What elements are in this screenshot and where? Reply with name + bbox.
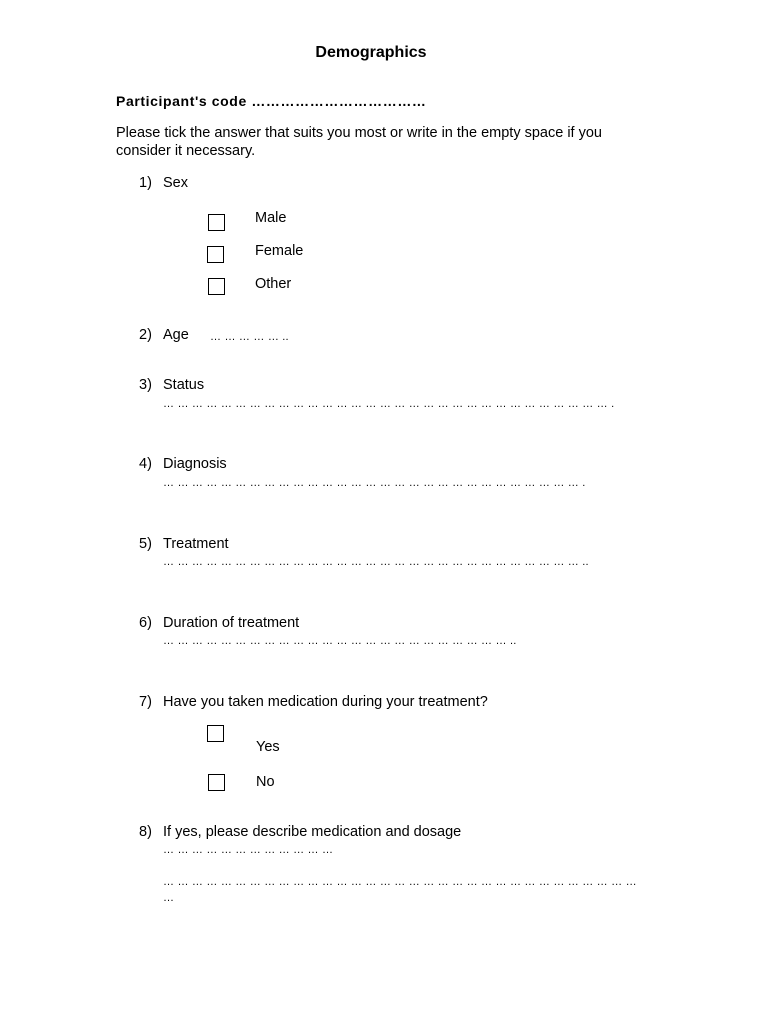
question-number: 3) xyxy=(139,377,152,393)
question-sex: Sex xyxy=(163,175,188,191)
diagnosis-answer-field[interactable]: … … … … … … … … … … … … … … … … … … … … … … … … … … … … … . xyxy=(163,477,586,489)
question-number: 2) xyxy=(139,327,152,343)
question-number: 4) xyxy=(139,456,152,472)
question-dosage: If yes, please describe medication and dosage xyxy=(163,824,462,840)
question-status: Status xyxy=(163,377,205,393)
option-no-label: No xyxy=(256,774,275,790)
question-number: 5) xyxy=(139,536,152,552)
question-diagnosis: Diagnosis xyxy=(163,456,227,472)
page-title: Demographics xyxy=(315,44,427,61)
option-female-label: Female xyxy=(255,243,304,259)
duration-answer-field[interactable]: … … … … … … … … … … … … … … … … … … … … … … … … .. xyxy=(163,635,517,647)
age-answer-field[interactable]: … … … … … .. xyxy=(210,331,289,343)
question-medication: Have you taken medication during your treatment? xyxy=(163,694,488,710)
question-number: 1) xyxy=(139,175,152,191)
question-age: Age xyxy=(163,327,189,343)
treatment-answer-field[interactable]: … … … … … … … … … … … … … … … … … … … … … … … … … … … … … .. xyxy=(163,556,589,568)
question-number: 8) xyxy=(139,824,152,840)
checkbox-no[interactable] xyxy=(208,774,225,791)
question-number: 7) xyxy=(139,694,152,710)
checkbox-male[interactable] xyxy=(208,214,225,231)
instructions: Please tick the answer that suits you most or write in the empty space if you consider it necessary. xyxy=(116,125,602,159)
option-male-label: Male xyxy=(255,210,287,226)
dosage-answer-field-line2[interactable]: … … … … … … … … … … … … … … … … … … … … … … … … … … … … … … … … … xyxy=(163,876,637,888)
question-treatment: Treatment xyxy=(163,536,229,552)
checkbox-yes[interactable] xyxy=(207,725,224,742)
dosage-answer-field[interactable]: … … … … … … … … … … … … xyxy=(163,844,334,856)
participant-code-field[interactable]: Participant's code ……………………………… xyxy=(116,93,427,109)
option-other-label: Other xyxy=(255,276,292,292)
dosage-answer-field-line3[interactable]: … xyxy=(163,892,175,904)
checkbox-female[interactable] xyxy=(207,246,224,263)
checkbox-other[interactable] xyxy=(208,278,225,295)
status-answer-field[interactable]: … … … … … … … … … … … … … … … … … … … … … … … … … … … … … … … . xyxy=(163,398,615,410)
option-yes-label: Yes xyxy=(256,739,280,755)
question-number: 6) xyxy=(139,615,152,631)
question-duration: Duration of treatment xyxy=(163,615,300,631)
